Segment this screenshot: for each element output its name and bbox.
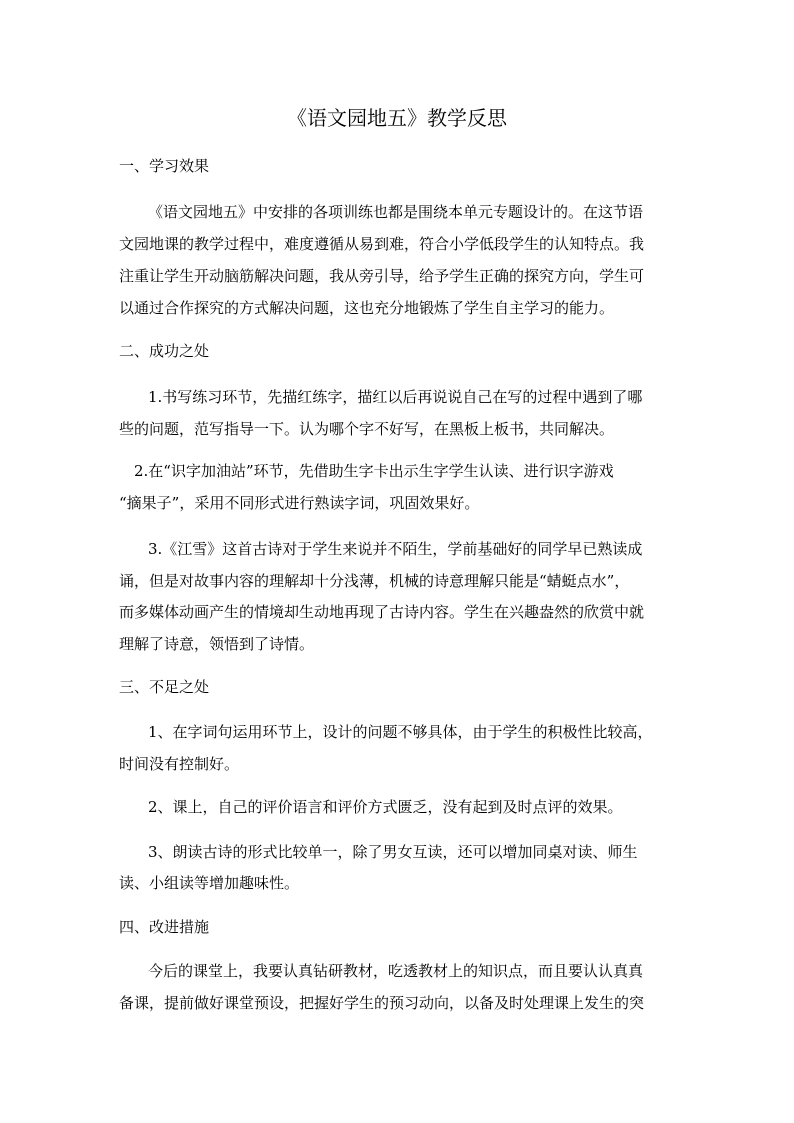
paragraph-line: 2.在“识字加油站”环节，先借助生字卡出示生字学生认读、进行识字游戏 [134,462,614,480]
paragraph-line: 理解了诗意，领悟到了诗情。 [119,635,315,653]
section-heading-2: 二、成功之处 [119,342,210,360]
paragraph-line: 以通过合作探究的方式解决问题，这也充分地锻炼了学生自主学习的能力。 [119,299,615,317]
section-heading-4: 四、改进措施 [119,918,210,936]
paragraph-line: 诵，但是对故事内容的理解却十分浅薄，机械的诗意理解只能是“蜻蜓点水”， [119,572,630,590]
paragraph-line: 3.《江雪》这首古诗对于学生来说并不陌生，学前基础好的同学早已熟读成 [148,540,643,558]
paragraph-line: “摘果子”，采用不同形式进行熟读字词，巩固效果好。 [119,494,480,512]
paragraph-line: 今后的课堂上，我要认真钻研教材，吃透教材上的知识点，而且要认认真真 [148,962,644,980]
section-heading-1: 一、学习效果 [119,157,210,175]
paragraph-line: 备课，提前做好课堂预设，把握好学生的预习动向，以备及时处理课上发生的突 [119,994,645,1012]
document-title: 《语文园地五》教学反思 [287,106,507,130]
paragraph-line: 1.书写练习环节，先描红练字，描红以后再说说自己在写的过程中遇到了哪 [148,388,643,406]
paragraph-line: 2、课上，自己的评价语言和评价方式匮乏，没有起到及时点评的效果。 [148,798,623,816]
paragraph-line: 《语文园地五》中安排的各项训练也都是围绕本单元专题设计的。在这节语 [148,203,644,221]
paragraph-line: 1、在字词句运用环节上，设计的问题不够具体，由于学生的积极性比较高， [148,723,653,741]
paragraph-line: 读、小组读等增加趣味性。 [119,874,300,892]
paragraph-line: 而多媒体动画产生的情境却生动地再现了古诗内容。学生在兴趣盎然的欣赏中就 [119,603,645,621]
paragraph-line: 3、朗读古诗的形式比较单一，除了男女互读，还可以增加同桌对读、师生 [148,843,638,861]
paragraph-line: 注重让学生开动脑筋解决问题，我从旁引导，给予学生正确的探究方向，学生可 [119,267,645,285]
paragraph-line: 文园地课的教学过程中，难度遵循从易到难，符合小学低段学生的认知特点。我 [119,235,645,253]
section-heading-3: 三、不足之处 [119,678,210,696]
paragraph-line: 些的问题，范写指导一下。认为哪个字不好写，在黑板上板书，共同解决。 [119,420,615,438]
paragraph-line: 时间没有控制好。 [119,755,240,773]
